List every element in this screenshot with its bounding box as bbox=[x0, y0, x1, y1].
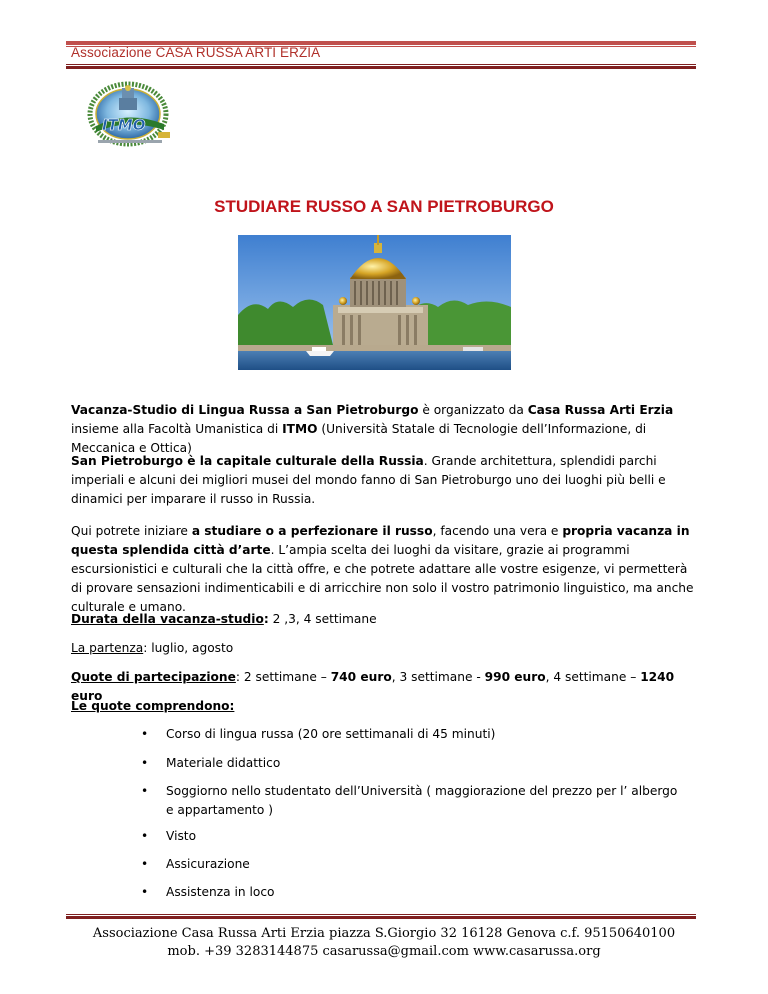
price-4-weeks: 1240 euro bbox=[71, 670, 675, 703]
prices-text-3: , 4 settimane – bbox=[545, 670, 641, 684]
capital-bold: San Pietroburgo è la capitale culturale della Russia bbox=[71, 454, 424, 468]
itmo-logo bbox=[78, 80, 180, 154]
intro-bold-program: Vacanza-Studio di Lingua Russa a San Pietroburgo bbox=[71, 403, 419, 417]
study-bold-1: a studiare o a perfezionare il russo bbox=[191, 524, 433, 538]
list-item-text: Soggiorno nello studentato dell’Università ( maggiorazione del prezzo per l’ albergo e appartamento ) bbox=[166, 784, 678, 817]
bullet-icon: • bbox=[141, 756, 149, 770]
prices-label: Quote di partecipazione bbox=[71, 670, 236, 684]
study-text-1: Qui potrete iniziare bbox=[71, 524, 192, 538]
bullet-icon: • bbox=[141, 784, 149, 798]
includes-label: Le quote comprendono: bbox=[71, 699, 235, 713]
footer-address: Associazione Casa Russa Arti Erzia piazza S.Giorgio 32 16128 Genova c.f. 95150640100 bbox=[92, 926, 676, 941]
duration-value: 2 ,3, 4 settimane bbox=[268, 612, 377, 626]
intro-text-3: (Università Statale di Tecnologie dell’Informazione, di Meccanica e Ottica) bbox=[71, 422, 647, 455]
bullet-icon: • bbox=[141, 857, 149, 871]
st-isaacs-cathedral-photo bbox=[238, 235, 511, 370]
prices-text-2: , 3 settimane - bbox=[391, 670, 485, 684]
departure-label: La partenza bbox=[71, 641, 144, 655]
list-item-text: Materiale didattico bbox=[166, 756, 281, 770]
departure-line bbox=[71, 639, 701, 658]
price-3-weeks: 990 euro bbox=[484, 670, 546, 684]
study-paragraph bbox=[71, 522, 701, 617]
header-rule-lower-thin bbox=[66, 64, 696, 65]
footer-rule-thick bbox=[66, 916, 696, 919]
prices-text-1: : 2 settimane – bbox=[235, 670, 331, 684]
intro-paragraph bbox=[71, 401, 701, 458]
logo-wordmark: ITMO bbox=[102, 116, 146, 134]
study-bold-2: propria vacanza in questa splendida città d’arte bbox=[71, 524, 690, 557]
page-title: STUDIARE RUSSO A SAN PIETROBURGO bbox=[214, 197, 554, 216]
intro-bold-itmo: ITMO bbox=[282, 422, 318, 436]
bullet-icon: • bbox=[141, 885, 149, 899]
departure-value: : luglio, agosto bbox=[143, 641, 234, 655]
bullet-icon: • bbox=[141, 727, 149, 741]
intro-bold-org: Casa Russa Arti Erzia bbox=[527, 403, 674, 417]
header-rule-lower-thick bbox=[66, 66, 696, 69]
intro-text-2: insieme alla Facoltà Umanistica di bbox=[71, 422, 283, 436]
footer-rule-thin bbox=[66, 914, 696, 915]
duration-label: Durata della vacanza-studio bbox=[71, 612, 264, 626]
bullet-icon: • bbox=[141, 829, 149, 843]
list-item-text: Assistenza in loco bbox=[166, 885, 275, 899]
includes-heading bbox=[71, 697, 701, 716]
list-item-text: Corso di lingua russa (20 ore settimanali di 45 minuti) bbox=[166, 727, 496, 741]
capital-paragraph bbox=[71, 452, 701, 509]
list-item-text: Visto bbox=[166, 829, 197, 843]
duration-line bbox=[71, 610, 701, 629]
price-2-weeks: 740 euro bbox=[330, 670, 392, 684]
footer-contacts: mob. +39 3283144875 casarussa@gmail.com www.casarussa.org bbox=[167, 944, 601, 959]
study-text-3: . L’ampia scelta dei luoghi da visitare, grazie ai programmi escursionistici e culturali che la città offre, e che potrete adattare alle vostre esigenze, vi permetterà di provare sensazioni indimenticabili e di arricchire non solo il vostro patrimonio linguistico, ma anche culturale e umano. bbox=[71, 543, 694, 614]
capital-text: . Grande architettura, splendidi parchi imperiali e alcuni dei migliori musei del mondo fanno di San Pietroburgo uno dei luoghi più belli e dinamici per imparare il russo in Russia. bbox=[71, 454, 666, 506]
header-org-name: Associazione CASA RUSSA ARTI ERZIA bbox=[71, 45, 321, 60]
intro-text-1: è organizzato da bbox=[418, 403, 528, 417]
list-item-text: Assicurazione bbox=[166, 857, 250, 871]
duration-colon: : bbox=[263, 612, 269, 626]
study-text-2: , facendo una vera e bbox=[432, 524, 563, 538]
